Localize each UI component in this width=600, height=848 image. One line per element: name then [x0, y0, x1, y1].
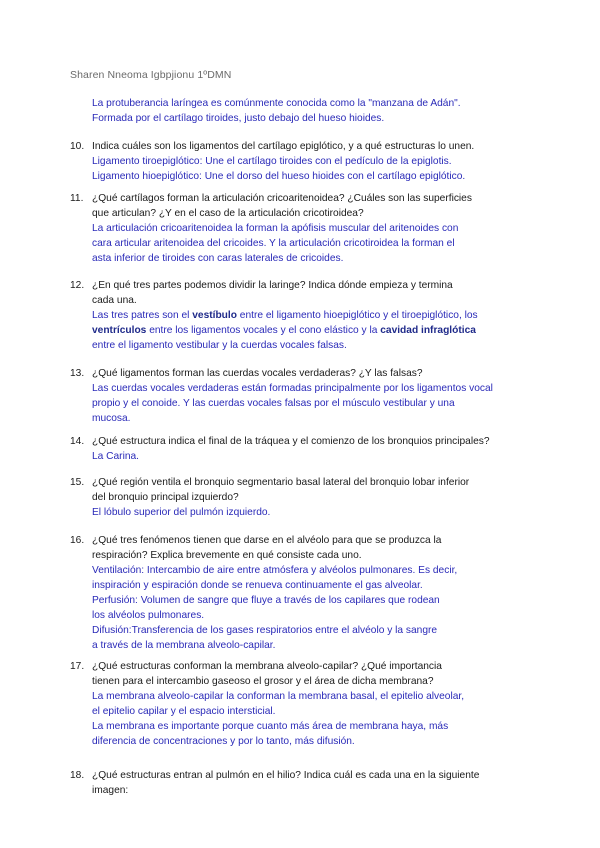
answer-line: La membrana alveolo-capilar la conforman la membrana basal, el epitelio alveolar, [92, 691, 465, 702]
question-line: cada una. [92, 295, 137, 306]
question-line: del bronquio principal izquierdo? [92, 492, 239, 503]
question-text [92, 475, 550, 505]
answer-line: Ventilación: Intercambio de aire entre atmósfera y alvéolos pulmonares. Es decir, [92, 565, 458, 576]
answer-text [92, 689, 550, 749]
question-14 [70, 434, 550, 464]
answer-line: La articulación cricoaritenoidea la forman la apófisis muscular del aritenoides con [92, 223, 459, 234]
answer-fragment: entre el ligamento hioepiglótico y el tiroepiglótico, los [236, 310, 478, 321]
question-line: respiración? Explica brevemente en qué consiste cada uno. [92, 550, 362, 561]
question-17 [70, 659, 550, 749]
answer-line: Ligamento tiroepiglótico: Une el cartílago tiroides con el pedículo de la epiglotis. [92, 156, 452, 167]
answer-line: los alvéolos pulmonares. [92, 610, 205, 621]
intro-line: La protuberancia laríngea es comúnmente conocida como la "manzana de Adán". [92, 98, 461, 109]
answer-line: Difusión:Transferencia de los gases respiratorios entre el alvéolo y la sangre [92, 625, 438, 636]
question-text [92, 139, 550, 154]
question-number: 10. [70, 141, 85, 152]
question-line: ¿Qué estructuras entran al pulmón en el hilio? Indica cuál es cada una en la siguiente [92, 770, 480, 781]
question-line: ¿Qué tres fenómenos tienen que darse en el alvéolo para que se produzca la [92, 535, 442, 546]
answer-line: inspiración y espiración donde se renueva continuamente el gas alveolar. [92, 580, 423, 591]
intro-line: Formada por el cartílago tiroides, justo debajo del hueso hioides. [92, 113, 385, 124]
question-line: Indica cuáles son los ligamentos del cartílago epiglótico, y a qué estructuras lo unen. [92, 141, 475, 152]
answer-keyword: ventrículos [92, 325, 147, 336]
answer-line: mucosa. [92, 413, 131, 424]
answer-text [92, 505, 550, 520]
question-12 [70, 278, 550, 353]
question-number: 18. [70, 770, 85, 781]
question-18 [70, 768, 550, 798]
question-line: ¿Qué estructuras conforman la membrana alveolo-capilar? ¿Qué importancia [92, 661, 442, 672]
intro-answer [92, 96, 552, 126]
answer-text [92, 563, 550, 653]
answer-text [92, 449, 550, 464]
question-number: 14. [70, 436, 85, 447]
answer-text [92, 381, 550, 426]
question-text [92, 659, 550, 689]
question-line: ¿Qué región ventila el bronquio segmentario basal lateral del bronquio lobar inferior [92, 477, 470, 488]
question-number: 16. [70, 535, 85, 546]
answer-text [92, 308, 550, 353]
answer-text [92, 154, 550, 184]
author-header: Sharen Nneoma Igbpjionu 1ºDMN [70, 69, 232, 81]
answer-line [92, 308, 550, 323]
question-line: ¿Qué estructura indica el final de la tráquea y el comienzo de los bronquios principales? [92, 436, 490, 447]
question-number: 15. [70, 477, 85, 488]
answer-line: entre el ligamento vestibular y la cuerdas vocales falsas. [92, 340, 347, 351]
answer-fragment: Las tres patres son el [92, 310, 193, 321]
question-text [92, 366, 550, 381]
question-10 [70, 139, 550, 184]
answer-line: El lóbulo superior del pulmón izquierdo. [92, 507, 271, 518]
answer-line: el epitelio capilar y el espacio intersticial. [92, 706, 276, 717]
answer-text [92, 221, 550, 266]
question-text [92, 768, 550, 798]
answer-line: Ligamento hioepiglótico: Une el dorso del hueso hioides con el cartílago epiglótico. [92, 171, 466, 182]
answer-line: La Carina. [92, 451, 140, 462]
question-15 [70, 475, 550, 520]
answer-line [92, 323, 550, 338]
answer-line: asta inferior de tiroides con caras laterales de cricoides. [92, 253, 344, 264]
answer-keyword: cavidad infraglótica [380, 325, 476, 336]
question-text [92, 533, 550, 563]
question-number: 13. [70, 368, 85, 379]
question-number: 12. [70, 280, 85, 291]
question-number: 11. [70, 193, 84, 204]
question-line: ¿En qué tres partes podemos dividir la laringe? Indica dónde empieza y termina [92, 280, 453, 291]
answer-line: cara articular aritenoidea del cricoides. Y la articulación cricotiroidea la forman el [92, 238, 455, 249]
answer-line: Las cuerdas vocales verdaderas están formadas principalmente por los ligamentos vocal [92, 383, 493, 394]
question-line: que articulan? ¿Y en el caso de la articulación cricotiroidea? [92, 208, 364, 219]
question-line: ¿Qué cartílagos forman la articulación cricoaritenoidea? ¿Cuáles son las superficies [92, 193, 472, 204]
question-13 [70, 366, 550, 426]
answer-line: Perfusión: Volumen de sangre que fluye a través de los capilares que rodean [92, 595, 440, 606]
answer-line: propio y el conoide. Y las cuerdas vocales falsas por el músculo vestibular y una [92, 398, 455, 409]
answer-line: La membrana es importante porque cuanto más área de membrana haya, más [92, 721, 449, 732]
question-text [92, 434, 550, 449]
question-line: tienen para el intercambio gaseoso el grosor y el área de dicha membrana? [92, 676, 434, 687]
answer-fragment: entre los ligamentos vocales y el cono elástico y la [146, 325, 381, 336]
question-text [92, 278, 550, 308]
answer-keyword: vestíbulo [192, 310, 237, 321]
answer-line: diferencia de concentraciones y por lo tanto, más difusión. [92, 736, 355, 747]
question-number: 17. [70, 661, 85, 672]
question-text [92, 191, 550, 221]
question-11 [70, 191, 550, 266]
question-line: ¿Qué ligamentos forman las cuerdas vocales verdaderas? ¿Y las falsas? [92, 368, 423, 379]
question-line: imagen: [92, 785, 129, 796]
answer-line: a través de la membrana alveolo-capilar. [92, 640, 276, 651]
question-16 [70, 533, 550, 653]
